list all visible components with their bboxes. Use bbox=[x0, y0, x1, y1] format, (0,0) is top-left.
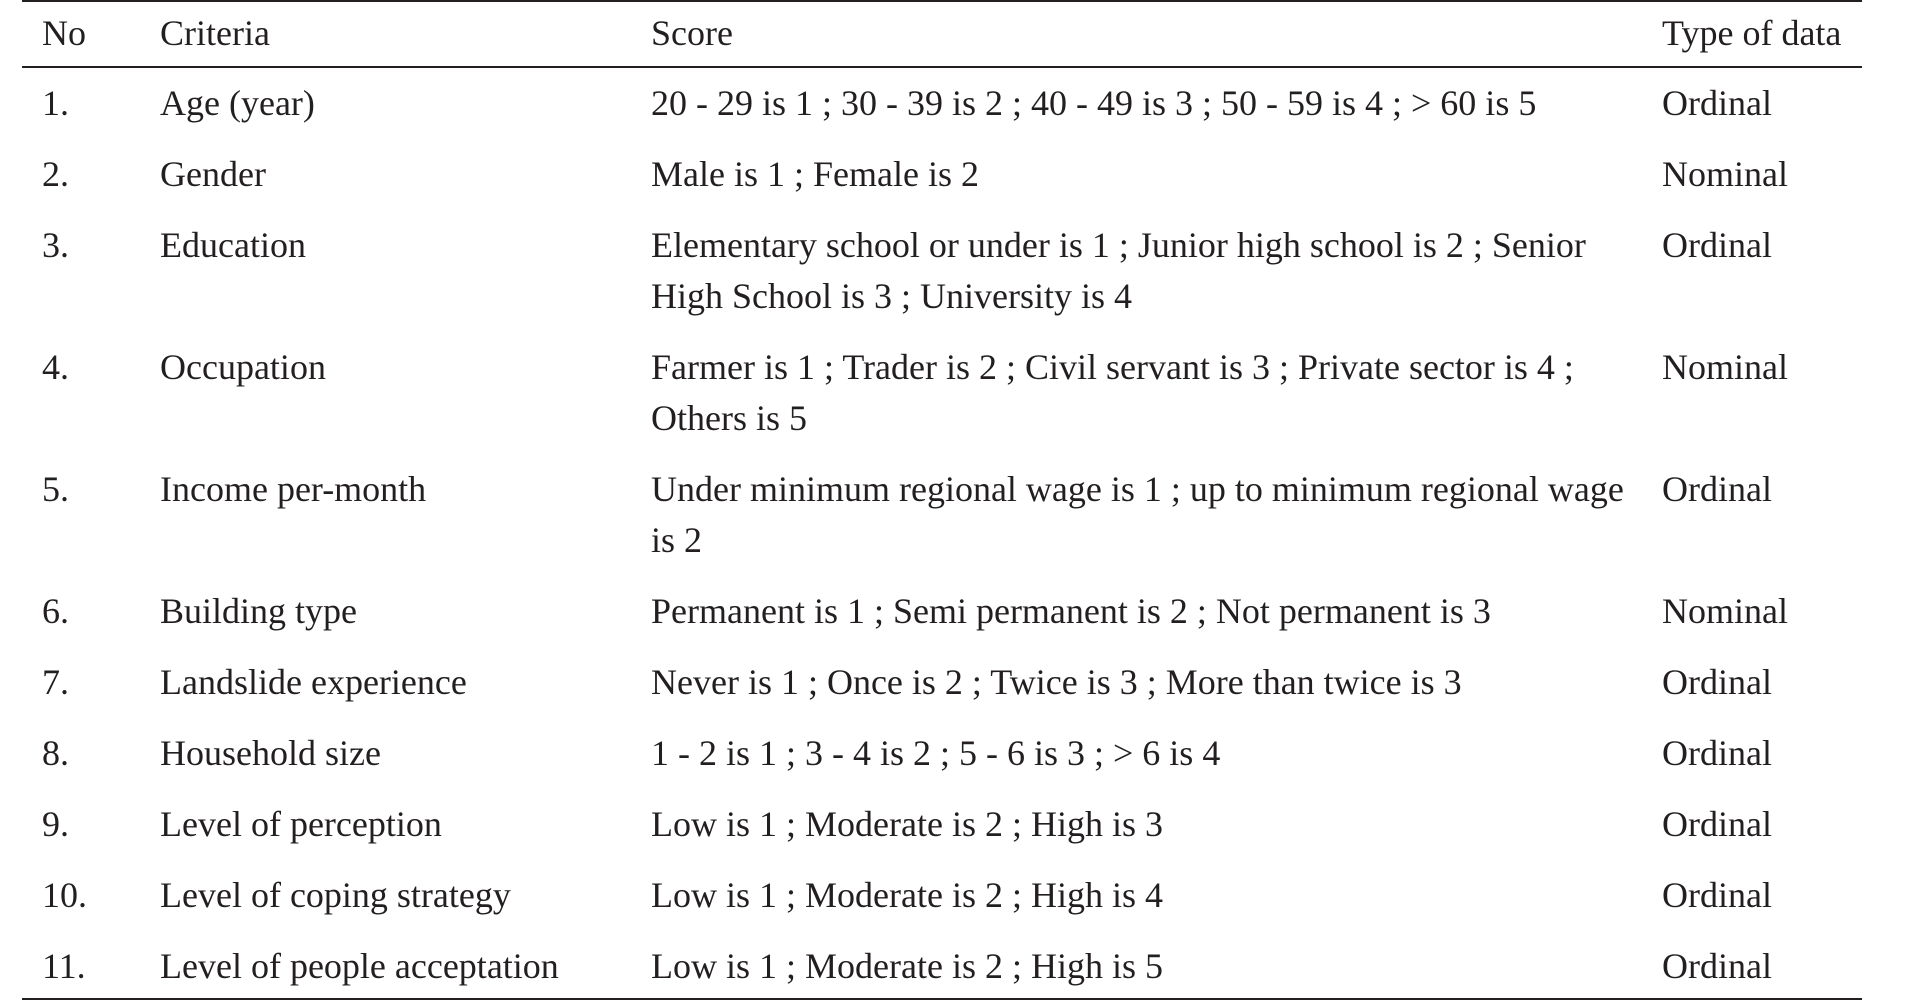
cell-type: Ordinal bbox=[1662, 83, 1772, 123]
cell-criteria: Occupation bbox=[160, 347, 326, 387]
cell-score: 20 - 29 is 1 ; 30 - 39 is 2 ; 40 - 49 is 3 ; 50 - 59 is 4 ; > 60 is 5 bbox=[651, 83, 1537, 123]
table-row bbox=[22, 454, 1862, 576]
header-row bbox=[22, 1, 1862, 67]
cell-score: Never is 1 ; Once is 2 ; Twice is 3 ; More than twice is 3 bbox=[651, 662, 1462, 702]
cell-criteria: Household size bbox=[160, 733, 381, 773]
cell-no: 5. bbox=[42, 469, 69, 509]
cell-score: Male is 1 ; Female is 2 bbox=[651, 154, 979, 194]
cell-criteria: Level of perception bbox=[160, 804, 442, 844]
cell-type: Ordinal bbox=[1662, 225, 1772, 265]
cell-type: Ordinal bbox=[1662, 804, 1772, 844]
cell-criteria: Income per-month bbox=[160, 469, 427, 509]
cell-no: 3. bbox=[42, 225, 69, 265]
cell-type: Nominal bbox=[1662, 154, 1788, 194]
header-criteria: Criteria bbox=[140, 1, 631, 67]
cell-type: Nominal bbox=[1662, 591, 1788, 631]
cell-no: 1. bbox=[42, 83, 69, 123]
cell-criteria: Landslide experience bbox=[160, 662, 467, 702]
table-row bbox=[22, 718, 1862, 789]
table-row bbox=[22, 139, 1862, 210]
criteria-table-container bbox=[22, 0, 1862, 1000]
header-score: Score bbox=[631, 1, 1642, 67]
cell-type: Ordinal bbox=[1662, 662, 1772, 702]
cell-score: Elementary school or under is 1 ; Junior high school is 2 ; Senior High School is 3 ; University is 4 bbox=[651, 225, 1586, 316]
cell-no: 10. bbox=[42, 875, 87, 915]
cell-criteria: Age (year) bbox=[160, 83, 315, 123]
header-no: No bbox=[22, 1, 140, 67]
cell-no: 11. bbox=[22, 931, 140, 999]
cell-criteria: Education bbox=[160, 225, 306, 265]
cell-no: 8. bbox=[42, 733, 69, 773]
table-row bbox=[22, 576, 1862, 647]
header-type-of-data: Type of data bbox=[1642, 1, 1862, 67]
table-header bbox=[22, 1, 1862, 67]
cell-type: Ordinal bbox=[1662, 733, 1772, 773]
criteria-table bbox=[22, 0, 1862, 1000]
cell-type: Ordinal bbox=[1642, 931, 1862, 999]
cell-type: Nominal bbox=[1662, 347, 1788, 387]
cell-no: 2. bbox=[42, 154, 69, 194]
cell-score: Low is 1 ; Moderate is 2 ; High is 3 bbox=[651, 804, 1163, 844]
cell-criteria: Level of people acceptation bbox=[140, 931, 631, 999]
cell-criteria: Building type bbox=[160, 591, 357, 631]
cell-no: 6. bbox=[42, 591, 69, 631]
cell-type: Ordinal bbox=[1662, 469, 1772, 509]
cell-no: 9. bbox=[42, 804, 69, 844]
cell-score: Under minimum regional wage is 1 ; up to minimum regional wage is 2 bbox=[651, 469, 1624, 560]
table-row bbox=[22, 931, 1862, 999]
cell-score: Farmer is 1 ; Trader is 2 ; Civil servant is 3 ; Private sector is 4 ; Others is 5 bbox=[651, 347, 1574, 438]
cell-type: Ordinal bbox=[1662, 875, 1772, 915]
cell-score: Low is 1 ; Moderate is 2 ; High is 4 bbox=[651, 875, 1163, 915]
cell-no: 4. bbox=[42, 347, 69, 387]
cell-criteria: Level of coping strategy bbox=[160, 875, 511, 915]
cell-criteria: Gender bbox=[160, 154, 266, 194]
table-row bbox=[22, 789, 1862, 860]
table-row bbox=[22, 210, 1862, 332]
table-body bbox=[22, 67, 1862, 999]
table-row bbox=[22, 332, 1862, 454]
cell-no: 7. bbox=[42, 662, 69, 702]
cell-score: 1 - 2 is 1 ; 3 - 4 is 2 ; 5 - 6 is 3 ; > 6 is 4 bbox=[651, 733, 1221, 773]
table-row bbox=[22, 67, 1862, 139]
cell-score: Low is 1 ; Moderate is 2 ; High is 5 bbox=[631, 931, 1642, 999]
table-row bbox=[22, 860, 1862, 931]
cell-score: Permanent is 1 ; Semi permanent is 2 ; Not permanent is 3 bbox=[651, 591, 1491, 631]
table-row bbox=[22, 647, 1862, 718]
